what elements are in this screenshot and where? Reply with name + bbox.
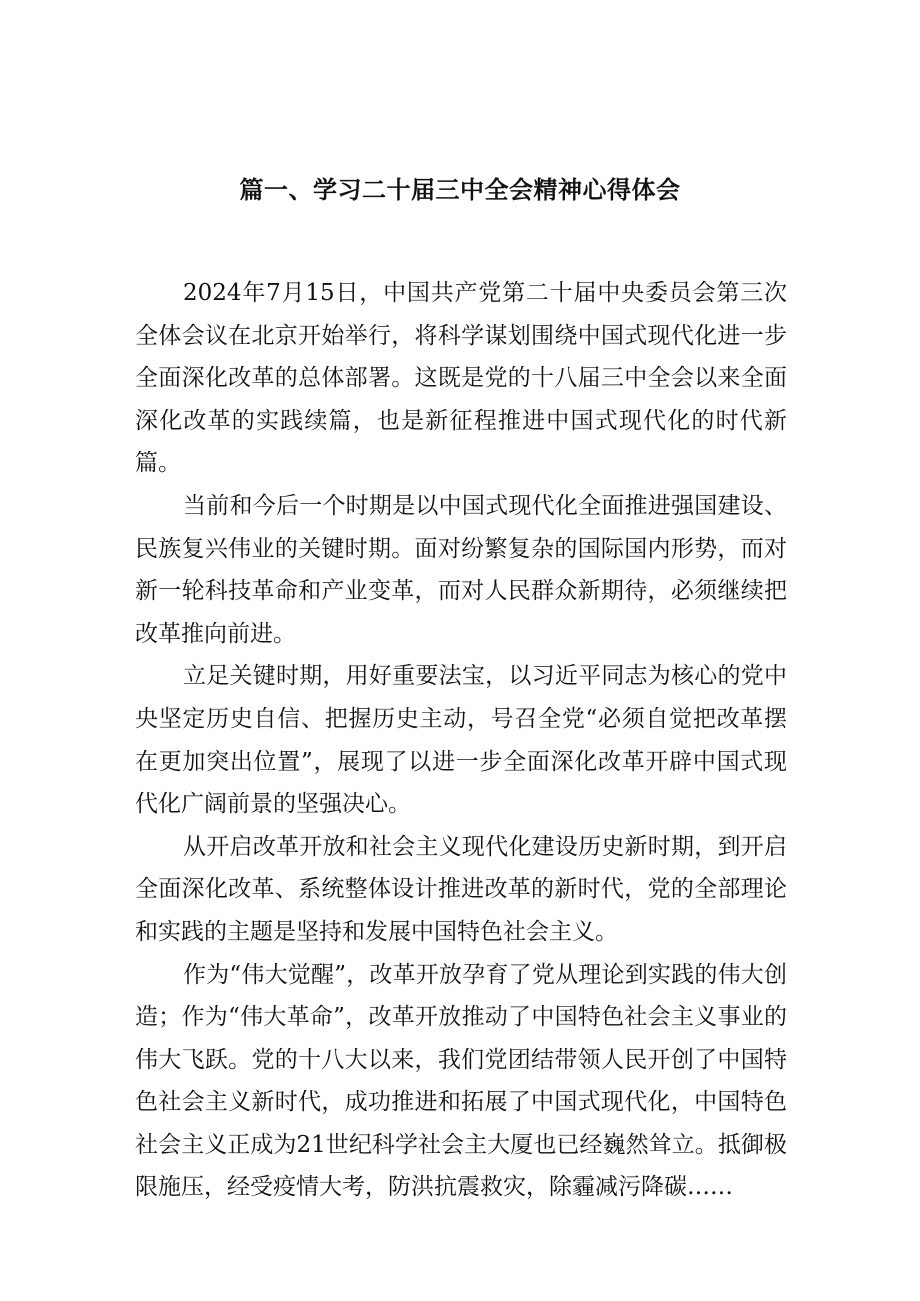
document-body [135,272,787,1209]
document-title: 篇一、学习二十届三中全会精神心得体会 [239,176,681,204]
paragraph-3: 立足关键时期，用好重要法宝，以习近平同志为核心的党中央坚定历史自信、把握历史主动，号召全党“必须自觉把改革摆在更加突出位置”，展现了以进一步全面深化改革开辟中国式现代化广阔前景的坚强决心。 [135,663,787,818]
paragraph-4: 从开启改革开放和社会主义现代化建设历史新时期，到开启全面深化改革、系统整体设计推进改革的新时代，党的全部理论和实践的主题是坚持和发展中国特色社会主义。 [135,833,787,945]
paragraph-5: 作为“伟大觉醒”，改革开放孕育了党从理论到实践的伟大创造；作为“伟大革命”，改革开放推动了中国特色社会主义事业的伟大飞跃。党的十八大以来，我们党团结带领人民开创了中国特色社会主义新时代，成功推进和拓展了中国式现代化，中国特色社会主义正成为21世纪科学社会主大厦也已经巍然耸立。抵御极限施压，经受疫情大考，防洪抗震救灾，除霾减污降碳…… [135,961,787,1201]
paragraph-1: 2024年7月15日，中国共产党第二十届中央委员会第三次全体会议在北京开始举行，将科学谋划围绕中国式现代化进一步全面深化改革的总体部署。这既是党的十八届三中全会以来全面深化改革的实践续篇，也是新征程推进中国式现代化的时代新篇。 [135,280,787,477]
paragraph-2: 当前和今后一个时期是以中国式现代化全面推进强国建设、民族复兴伟业的关键时期。面对纷繁复杂的国际国内形势，而对新一轮科技革命和产业变革，而对人民群众新期待，必须继续把改革推向前进。 [135,492,787,647]
